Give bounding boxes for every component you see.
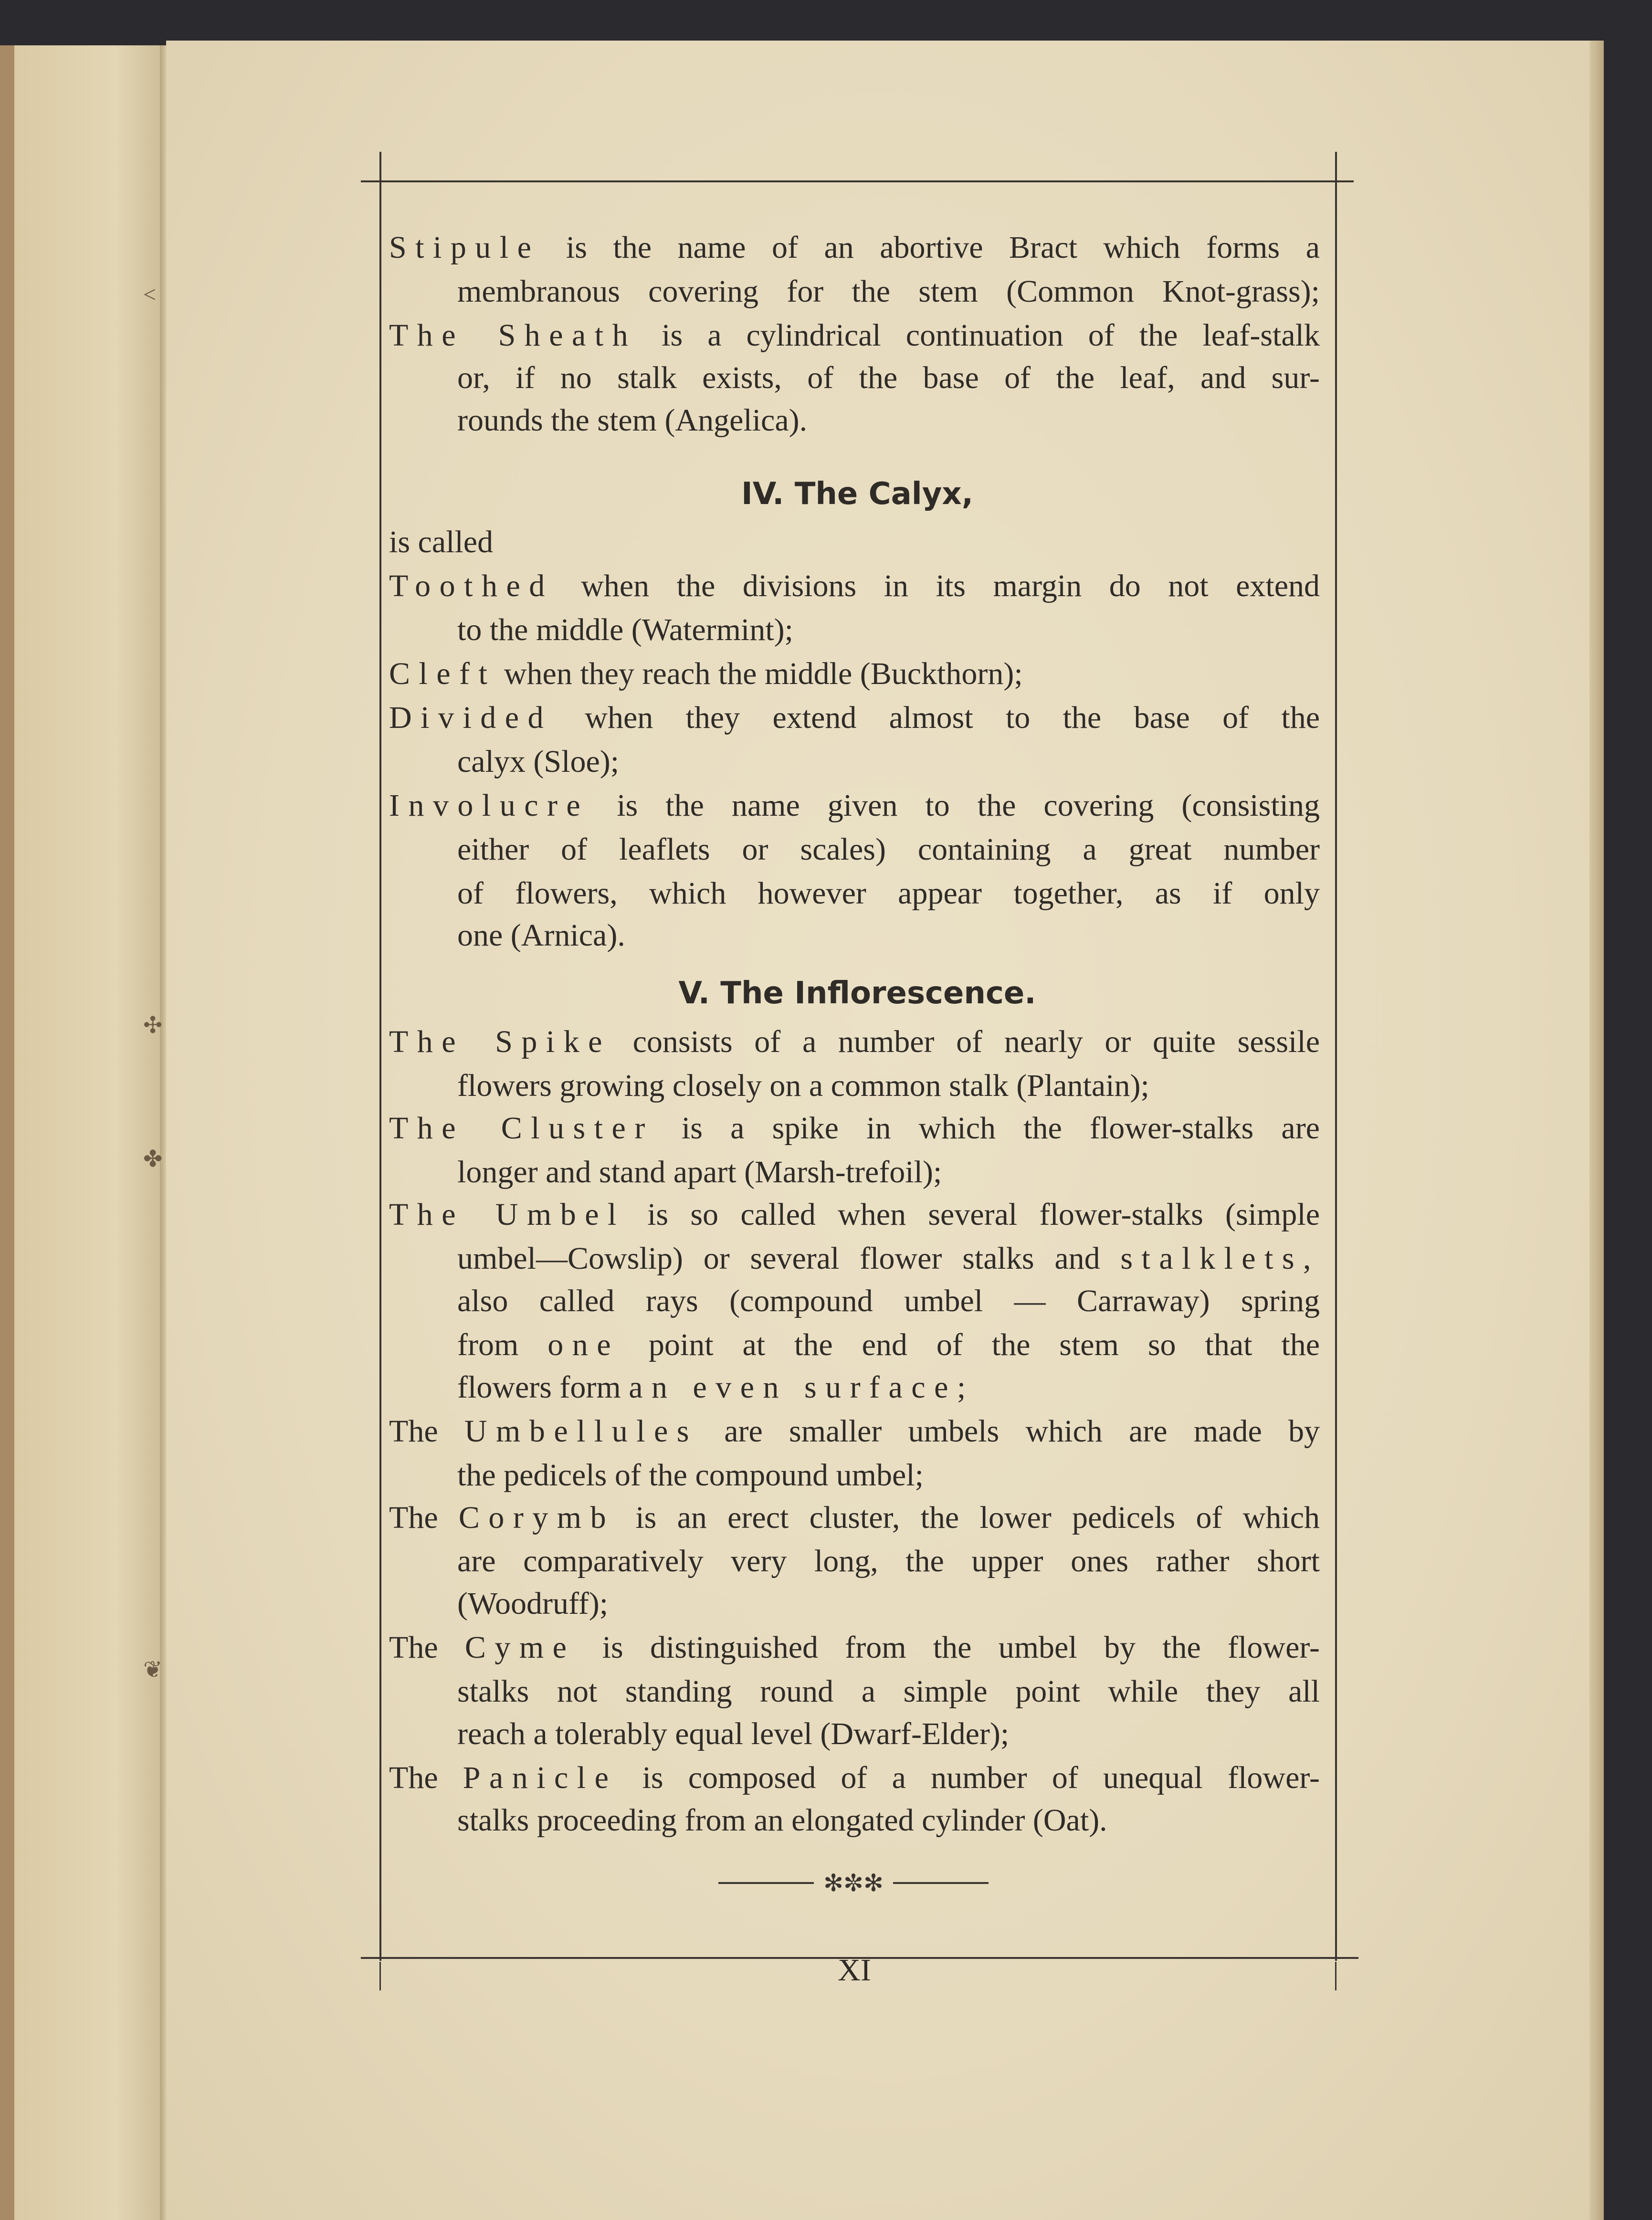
frame-left-rule: [379, 152, 381, 1961]
left-page-mark: ❦: [143, 1657, 163, 1683]
divider-line-right: [893, 1882, 989, 1884]
text-line: [389, 521, 1320, 564]
line-text: are smaller umbels which are made by: [697, 1414, 1320, 1449]
line-text: The: [389, 1760, 463, 1795]
spaced-term: Toothed: [389, 568, 554, 603]
line-text: when they extend almost to the base of the: [552, 700, 1320, 735]
page-number: XI: [838, 1953, 871, 1988]
spaced-term: The Sheath: [389, 318, 637, 353]
frame-top-rule: [361, 180, 1354, 182]
line-text: when they reach the middle (Buckthorn);: [496, 656, 1023, 691]
frame-right-rule: [1335, 152, 1337, 1961]
line-text: is so called when several flower-stalks (simple: [625, 1197, 1320, 1232]
text-line: [389, 1107, 1320, 1150]
text-line: [457, 1713, 1320, 1756]
text-line: [457, 1540, 1320, 1583]
text-line: [389, 1193, 1320, 1236]
line-text: is the name given to the covering (consisting: [589, 788, 1320, 823]
text-line: [389, 784, 1320, 827]
text-line: [389, 1021, 1320, 1063]
ornamental-divider: [686, 1864, 1021, 1902]
text-line: [457, 357, 1320, 400]
text-line: [389, 1410, 1320, 1453]
spaced-term: The Spike: [389, 1024, 611, 1059]
text-line: [389, 1626, 1320, 1669]
divider-line-left: [718, 1882, 814, 1884]
line-text: umbel—Cowslip) or several flower stalks and: [457, 1241, 1121, 1276]
line-text: of flowers, which however appear together, as if only: [457, 876, 1320, 911]
line-text: stalks not standing round a simple point while they all: [457, 1674, 1320, 1709]
frame-bottom-right-tick: [1335, 1962, 1336, 1990]
spaced-term: Cleft: [389, 656, 496, 691]
line-text: The: [389, 1630, 465, 1665]
line-text: is a spike in which the flower-stalks are: [653, 1111, 1320, 1146]
spaced-term: Umbellules: [464, 1414, 698, 1449]
spaced-term: an even surface;: [629, 1370, 975, 1405]
text-line: [457, 828, 1320, 871]
section-heading-inflorescence: V. The Inflorescence.: [678, 976, 1036, 1011]
line-text: or, if no stalk exists, of the base of the leaf, and sur-: [457, 360, 1320, 395]
spaced-term: stalklets,: [1120, 1241, 1320, 1276]
line-text: from: [457, 1327, 548, 1362]
section-heading-calyx: IV. The Calyx,: [741, 476, 973, 512]
text-line: [457, 872, 1320, 915]
text-line: [389, 1496, 1320, 1539]
right-page-edge: [1589, 41, 1604, 2220]
text-line: [457, 740, 1320, 783]
left-page-mark: ✣: [143, 1013, 163, 1038]
line-text: is a cylindrical continuation of the leaf-stalk: [637, 318, 1320, 353]
text-line: [457, 1151, 1320, 1194]
spaced-term: The Cluster: [389, 1111, 654, 1146]
spaced-term: Corymb: [458, 1500, 615, 1535]
spaced-term: one: [547, 1327, 620, 1362]
text-line: [457, 1237, 1320, 1280]
line-text: longer and stand apart (Marsh-trefoil);: [457, 1155, 942, 1189]
left-book-cover-edge: [0, 45, 14, 2220]
line-text: is called: [389, 525, 494, 559]
line-text: flowers form: [457, 1370, 629, 1405]
line-text: stalks proceeding from an elongated cylinder (Oat).: [457, 1803, 1107, 1838]
spaced-term: Panicle: [463, 1760, 618, 1795]
text-line: [389, 652, 1320, 695]
line-text: rounds the stem (Angelica).: [457, 403, 808, 438]
text-line: [389, 226, 1320, 269]
text-line: [457, 1582, 1320, 1625]
line-text: is the name of an abortive Bract which forms a: [540, 230, 1320, 265]
line-text: is composed of a number of unequal flower-: [617, 1760, 1320, 1795]
text-line: [457, 1280, 1320, 1323]
line-text: the pedicels of the compound umbel;: [457, 1458, 924, 1493]
text-line: [457, 270, 1320, 313]
line-text: point at the end of the stem so that the: [619, 1327, 1320, 1362]
spaced-term: Stipule: [389, 230, 540, 265]
text-line: [457, 914, 1320, 957]
spaced-term: Cyme: [464, 1630, 576, 1665]
spaced-term: The Umbel: [389, 1197, 625, 1232]
line-text: reach a tolerably equal level (Dwarf-Elder);: [457, 1716, 1010, 1751]
left-page-mark: ˂: [143, 282, 157, 307]
line-text: one (Arnica).: [457, 918, 625, 953]
line-text: are comparatively very long, the upper ones rather short: [457, 1544, 1320, 1578]
spaced-term: Divided: [389, 700, 552, 735]
line-text: either of leaflets or scales) containing a great number: [457, 832, 1320, 867]
text-line: [389, 314, 1320, 357]
line-text: The: [389, 1500, 459, 1535]
line-text: when the divisions in its margin do not extend: [553, 568, 1320, 603]
left-page: [0, 45, 165, 2220]
line-text: membranous covering for the stem (Common Knot-grass);: [457, 274, 1320, 309]
line-text: The: [389, 1414, 464, 1449]
spaced-term: Involucre: [389, 788, 589, 823]
fleuron-icon: ✻✼✻: [823, 1870, 884, 1896]
left-page-mark: ✤: [143, 1147, 163, 1172]
text-line: [389, 565, 1320, 608]
line-text: is an erect cluster, the lower pedicels of which: [615, 1500, 1320, 1535]
text-line: [389, 696, 1320, 739]
text-line: [457, 1799, 1320, 1842]
line-text: to the middle (Watermint);: [457, 612, 793, 647]
line-text: is distinguished from the umbel by the flower-: [575, 1630, 1320, 1665]
text-line: [457, 399, 1320, 442]
text-line: [457, 609, 1320, 652]
text-line: [457, 1670, 1320, 1713]
line-text: calyx (Sloe);: [457, 744, 620, 779]
frame-bottom-left-tick: [379, 1962, 381, 1990]
line-text: consists of a number of nearly or quite sessile: [610, 1024, 1320, 1059]
line-text: (Woodruff);: [457, 1586, 609, 1621]
text-line: [457, 1454, 1320, 1497]
text-line: [389, 1757, 1320, 1799]
text-line: [457, 1324, 1320, 1367]
text-line: [457, 1366, 1320, 1409]
text-line: [457, 1064, 1320, 1107]
line-text: flowers growing closely on a common stalk (Plantain);: [457, 1068, 1149, 1103]
book-gutter: [160, 45, 167, 2220]
line-text: also called rays (compound umbel — Carraway) spring: [457, 1284, 1320, 1318]
